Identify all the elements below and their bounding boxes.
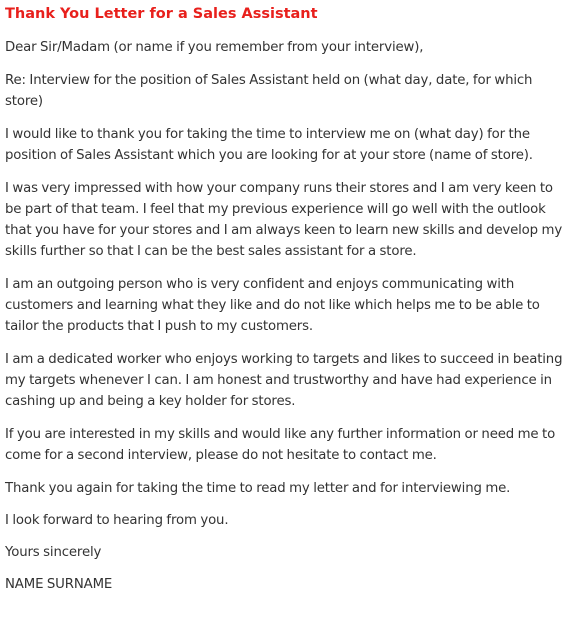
body-paragraph-4: I am a dedicated worker who enjoys working to targets and likes to succeed in beating my targets whenever I can. I am honest and trustworthy and have had experience in cashing up and being a key holder for stores. bbox=[5, 352, 563, 409]
body-paragraph-2: I was very impressed with how your company runs their stores and I am very keen to be part of that team. I feel that my previous experience will go well with the outlook that you have for your stores and I am always keen to learn new skills and develop my skills further so that I can be the best sales assistant for a store. bbox=[5, 181, 563, 259]
signature: NAME SURNAME bbox=[5, 577, 113, 592]
closing: Yours sincerely bbox=[5, 545, 102, 560]
body-paragraph-7: I look forward to hearing from you. bbox=[5, 513, 229, 528]
body-paragraph-6: Thank you again for taking the time to read my letter and for interviewing me. bbox=[5, 481, 511, 496]
subject-line: Re: Interview for the position of Sales Assistant held on (what day, date, for which store) bbox=[5, 73, 533, 109]
salutation: Dear Sir/Madam (or name if you remember from your interview), bbox=[5, 40, 424, 55]
letter-title: Thank You Letter for a Sales Assistant bbox=[5, 6, 318, 22]
body-paragraph-3: I am an outgoing person who is very confident and enjoys communicating with customers and learning what they like and do not like which helps me to be able to tailor the products that I push to my customers. bbox=[5, 277, 540, 334]
body-paragraph-5: If you are interested in my skills and would like any further information or need me to come for a second interview, please do not hesitate to contact me. bbox=[5, 427, 556, 463]
body-paragraph-1: I would like to thank you for taking the time to interview me on (what day) for the position of Sales Assistant which you are looking for at your store (name of store). bbox=[5, 127, 533, 163]
